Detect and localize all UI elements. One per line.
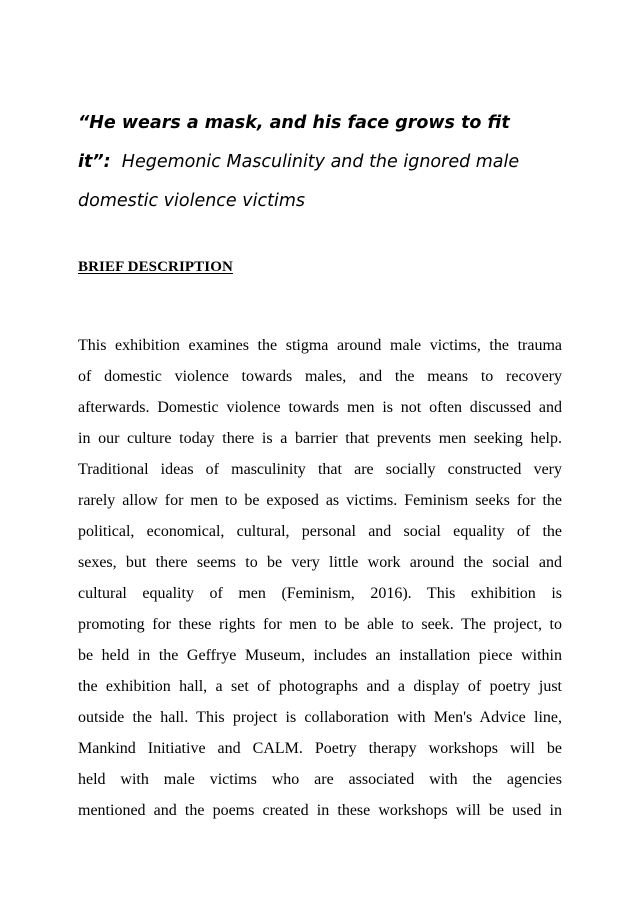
body-paragraph [78, 330, 562, 826]
body-line: afterwards. Domestic violence towards men is not often discussed and [78, 399, 562, 416]
body-line: This exhibition examines the stigma around male victims, the trauma [78, 337, 562, 354]
body-line: the exhibition hall, a set of photographs and a display of poetry just [78, 678, 562, 695]
body-line: cultural equality of men (Feminism, 2016). This exhibition is [78, 585, 562, 602]
body-line: Traditional ideas of masculinity that are socially constructed very [78, 461, 562, 478]
body-line: promoting for these rights for men to be able to seek. The project, to [78, 616, 562, 633]
body-line: in our culture today there is a barrier that prevents men seeking help. [78, 430, 562, 447]
document-title [78, 104, 598, 221]
body-line: held with male victims who are associated with the agencies [78, 771, 562, 788]
body-line: rarely allow for men to be exposed as victims. Feminism seeks for the [78, 492, 562, 509]
body-line: Mankind Initiative and CALM. Poetry therapy workshops will be [78, 740, 562, 757]
title-quote: “He wears a mask, and his face grows to fit it”: [78, 113, 510, 172]
body-line: of domestic violence towards males, and the means to recovery [78, 368, 562, 385]
body-line: be held in the Geffrye Museum, includes an installation piece within [78, 647, 562, 664]
body-line: sexes, but there seems to be very little work around the social and [78, 554, 562, 571]
title-subtitle: Hegemonic Masculinity and the ignored male domestic violence victims [78, 152, 520, 211]
body-line: mentioned and the poems created in these workshops will be used in [78, 802, 562, 819]
section-heading: BRIEF DESCRIPTION [78, 259, 233, 275]
body-line: political, economical, cultural, personal and social equality of the [78, 523, 562, 540]
body-line: outside the hall. This project is collaboration with Men's Advice line, [78, 709, 562, 726]
